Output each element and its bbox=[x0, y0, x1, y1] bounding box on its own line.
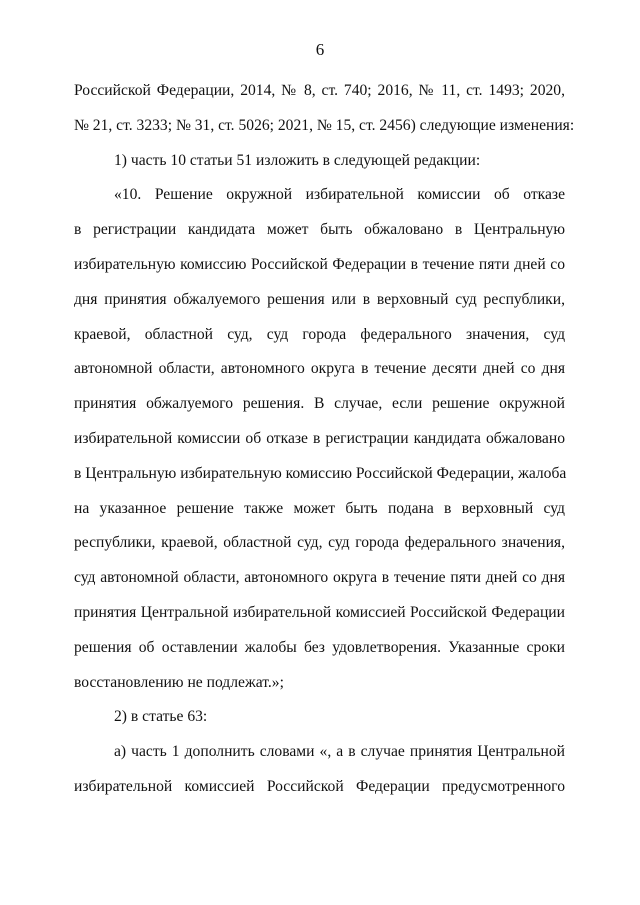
text-line: избирательную комиссию Российской Федерации в течение пяти дней со bbox=[74, 255, 565, 273]
text-line: избирательной комиссии об отказе в регистрации кандидата обжаловано bbox=[74, 429, 565, 447]
text-line: избирательной комиссией Российской Федерации предусмотренного bbox=[74, 777, 565, 795]
text-line: краевой, областной суд, суд города федерального значения, суд bbox=[74, 325, 565, 343]
text-line: № 21, ст. 3233; № 31, ст. 5026; 2021, № 15, ст. 2456) следующие изменения: bbox=[74, 116, 575, 134]
document-body bbox=[74, 74, 575, 805]
text-line: на указанное решение также может быть подана в верховный суд bbox=[74, 499, 565, 517]
text-line: республики, краевой, областной суд, суд города федерального значения, bbox=[74, 534, 565, 552]
text-line: Российской Федерации, 2014, № 8, ст. 740; 2016, № 11, ст. 1493; 2020, bbox=[74, 82, 565, 99]
text-line: в Центральную избирательную комиссию Российской Федерации, жалоба bbox=[74, 464, 567, 482]
text-line: суд автономной области, автономного округа в течение пяти дней со дня bbox=[74, 569, 565, 587]
text-line: в регистрации кандидата может быть обжаловано в Центральную bbox=[74, 221, 565, 239]
text-line: восстановлению не подлежат.»; bbox=[74, 673, 284, 691]
text-line: принятия обжалуемого решения. В случае, если решение окружной bbox=[74, 395, 565, 413]
text-line: решения об оставлении жалобы без удовлетворения. Указанные сроки bbox=[74, 638, 565, 656]
text-line: «10. Решение окружной избирательной комиссии об отказе bbox=[114, 186, 565, 204]
text-line: автономной области, автономного округа в течение десяти дней со дня bbox=[74, 360, 565, 378]
text-line: 1) часть 10 статьи 51 изложить в следующей редакции: bbox=[114, 151, 481, 169]
text-line: дня принятия обжалуемого решения или в верховный суд республики, bbox=[74, 290, 565, 308]
text-line: а) часть 1 дополнить словами «, а в случае принятия Центральной bbox=[114, 743, 565, 761]
text-line: принятия Центральной избирательной комиссией Российской Федерации bbox=[74, 603, 565, 621]
text-line: 2) в статье 63: bbox=[114, 708, 208, 726]
page-number: 6 bbox=[315, 40, 325, 59]
